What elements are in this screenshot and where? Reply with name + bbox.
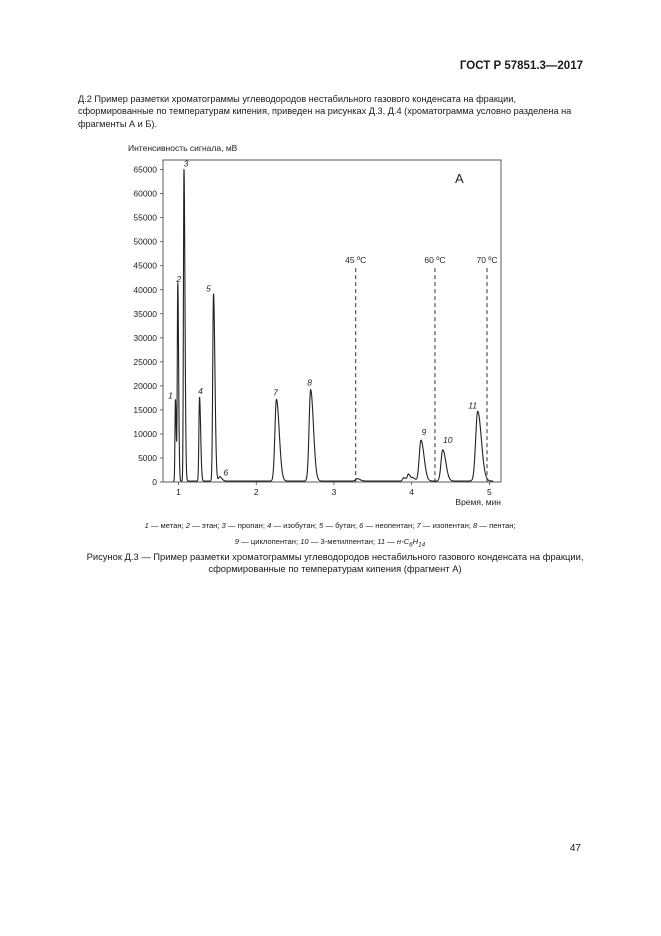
- legend-dash: —: [150, 521, 159, 530]
- page-number: 47: [569, 843, 581, 854]
- legend-number: 5: [319, 521, 324, 530]
- legend-number: 2: [185, 521, 191, 530]
- y-tick-label: 5000: [138, 452, 157, 463]
- legend-dash: —: [310, 537, 319, 546]
- y-tick-label: 40000: [133, 284, 157, 295]
- y-tick-label: 25000: [133, 356, 157, 367]
- legend-name: неопентан: [375, 521, 413, 530]
- peak-label: 5: [206, 283, 211, 294]
- legend-number: 1: [144, 521, 149, 530]
- x-tick-label: 2: [253, 487, 259, 497]
- plot-frame: [163, 160, 501, 482]
- standard-number: ГОСТ Р 57851.3—2017: [459, 60, 583, 72]
- y-tick-label: 45000: [133, 260, 157, 271]
- y-tick-label: 10000: [133, 428, 157, 439]
- fragment-label: А: [455, 171, 464, 186]
- legend-dash: —: [365, 521, 374, 530]
- x-axis-label: Время, мин: [455, 497, 501, 507]
- legend-number: 10: [300, 537, 309, 546]
- legend-number: 8: [473, 521, 478, 530]
- peak-label: 6: [223, 467, 229, 478]
- y-tick-label: 35000: [133, 308, 157, 319]
- legend-number: 11: [377, 537, 386, 546]
- legend-separator: ;: [262, 521, 265, 530]
- peak-label: 2: [176, 273, 182, 284]
- y-tick-label: 60000: [133, 188, 157, 199]
- legend-name: этан: [201, 521, 218, 530]
- legend-separator: ;: [354, 521, 358, 530]
- legend-separator: ;: [372, 537, 376, 546]
- legend-name: пентан: [489, 521, 514, 530]
- legend-dash: —: [325, 521, 333, 530]
- legend-dash: —: [241, 537, 249, 546]
- chromatogram-chart: [118, 140, 518, 520]
- legend-number: 4: [267, 521, 272, 530]
- peak-label: 11: [468, 400, 478, 411]
- peak-label: 9: [421, 427, 427, 438]
- legend-dash: —: [422, 521, 431, 530]
- legend-name: пропан: [237, 521, 263, 530]
- formula-prefix: н-С: [396, 537, 410, 546]
- legend-dash: —: [387, 537, 395, 546]
- legend-name: метан: [160, 521, 182, 530]
- y-tick-label: 65000: [133, 164, 157, 175]
- legend-separator: ;: [295, 537, 299, 546]
- peak-label: 4: [198, 385, 203, 396]
- legend-name: циклопентан: [250, 537, 296, 546]
- temperature-marker-label: 60 ºС: [424, 255, 446, 266]
- peak-label: 3: [183, 158, 189, 169]
- legend-dash: —: [228, 521, 236, 530]
- y-tick-label: 20000: [133, 380, 157, 391]
- legend-separator: ;: [412, 521, 415, 530]
- temperature-marker-label: 45 ºС: [345, 255, 367, 266]
- legend-formula: [396, 537, 426, 549]
- y-tick-label: 0: [152, 477, 157, 487]
- y-tick-label: 15000: [133, 404, 157, 415]
- y-tick-label: 55000: [133, 212, 157, 223]
- peak-label: 8: [307, 377, 312, 388]
- x-tick-label: 5: [486, 487, 492, 497]
- peak-label: 7: [273, 387, 278, 398]
- figure-caption: Рисунок Д.3 — Пример разметки хроматограммы углеводородов нестабильного газового конденсата на фракции, сформированные по температурам кипения (фрагмент А): [86, 551, 584, 575]
- legend-separator: ;: [181, 521, 184, 530]
- y-tick-label: 30000: [133, 332, 157, 343]
- legend-dash: —: [273, 521, 282, 530]
- y-axis-label: Интенсивность сигнала, мВ: [128, 143, 238, 153]
- legend-number: 7: [416, 521, 421, 530]
- formula-element: Н: [412, 537, 419, 546]
- legend-number: 3: [221, 521, 226, 530]
- x-tick-label: 1: [176, 487, 181, 497]
- legend-separator: ;: [513, 521, 516, 530]
- peak-label: 10: [442, 434, 453, 445]
- x-tick-label: 4: [409, 487, 415, 497]
- x-tick-label: 3: [331, 487, 337, 497]
- legend-separator: ;: [217, 521, 220, 530]
- legend-name: 3-метилпентан: [320, 537, 373, 546]
- y-tick-label: 50000: [133, 236, 157, 247]
- peak-label: 1: [168, 390, 173, 401]
- legend-dash: —: [479, 521, 487, 530]
- legend-number: 6: [359, 521, 364, 530]
- intro-paragraph: Д.2 Пример разметки хроматограммы углеводородов нестабильного газового конденсата на фракции, сформированные по температурам кипения, приведен на рисунках Д.3, Д.4 (хроматограмма условно разделена на фрагменты А и Б).: [78, 94, 572, 129]
- formula-subscript: 6: [409, 541, 413, 549]
- legend-name: изобутан: [283, 521, 315, 530]
- legend-number: 9: [234, 537, 240, 546]
- formula-subscript: 14: [418, 541, 426, 549]
- legend-line-1: [60, 518, 600, 534]
- temperature-marker-label: 70 ºС: [476, 255, 498, 266]
- legend-separator: ;: [468, 521, 471, 530]
- legend-separator: ;: [314, 521, 317, 530]
- legend-name: изопентан: [432, 521, 469, 530]
- legend-name: бутан: [335, 521, 355, 530]
- legend-dash: —: [192, 521, 200, 530]
